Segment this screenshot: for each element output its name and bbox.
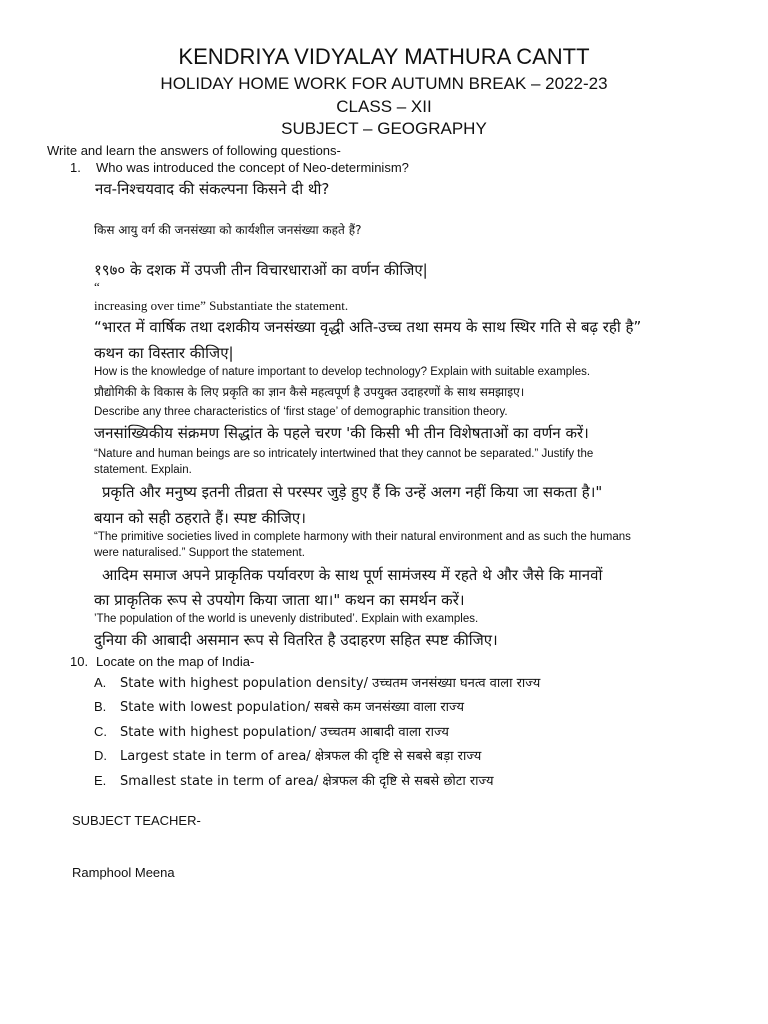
map-item-b — [94, 699, 464, 716]
question-4-en: increasing over time” Substantiate the statement. — [94, 298, 349, 313]
question-3-hi: १९७० के दशक में उपजी तीन विचारधाराओं का वर्णन कीजिए| — [94, 261, 428, 279]
map-item-a — [94, 675, 540, 692]
question-7-en-line1: “Nature and human beings are so intricately intertwined that they cannot be separated.” Justify the — [94, 448, 594, 460]
teacher-name: Ramphool Meena — [72, 865, 175, 880]
map-item-letter: C. — [94, 724, 107, 739]
map-item-c — [94, 724, 449, 741]
question-4-hi-line2: कथन का विस्तार कीजिए| — [94, 344, 234, 362]
school-title: KENDRIYA VIDYALAY MATHURA CANTT — [178, 44, 590, 69]
intro-text: Write and learn the answers of following questions- — [47, 143, 341, 158]
homework-title: HOLIDAY HOME WORK FOR AUTUMN BREAK – 2022-23 — [160, 74, 608, 93]
question-9-hi: दुनिया की आबादी असमान रूप से वितरित है उदाहरण सहित स्पष्ट कीजिए। — [94, 631, 498, 649]
question-5-en: How is the knowledge of nature important to develop technology? Explain with suitable examples. — [94, 366, 591, 378]
question-10-en — [70, 654, 254, 670]
map-item-text: State with highest population density/ उच्चतम जनसंख्या घनत्व वाला राज्य — [120, 676, 541, 691]
question-7-hi-line1: प्रकृति और मनुष्य इतनी तीव्रता से परस्पर जुड़े हुए हैं कि उन्हें अलग नहीं किया जा सकता है।" — [102, 483, 603, 501]
question-8-hi-line2: का प्राकृतिक रूप से उपयोग किया जाता था।" कथन का समर्थन करें। — [94, 591, 465, 609]
map-item-letter: D. — [94, 748, 107, 763]
question-text: Who was introduced the concept of Neo-determinism? — [96, 160, 409, 175]
subject-title: SUBJECT – GEOGRAPHY — [281, 119, 487, 138]
map-item-letter: E. — [94, 773, 107, 788]
question-6-en: Describe any three characteristics of ‘first stage’ of demographic transition theory. — [94, 406, 508, 418]
question-9-en: ’The population of the world is unevenly distributed’. Explain with examples. — [94, 613, 479, 625]
map-item-text: Smallest state in term of area/ क्षेत्रफल की दृष्टि से सबसे छोटा राज्य — [120, 774, 494, 789]
question-8-en-line2: were naturalised.” Support the statement. — [94, 547, 305, 559]
map-item-text: Largest state in term of area/ क्षेत्रफल की दृष्टि से सबसे बड़ा राज्य — [120, 749, 482, 764]
question-7-hi-line2: बयान को सही ठहराते हैं। स्पष्ट कीजिए। — [94, 509, 306, 527]
question-number: 1. — [70, 160, 81, 175]
map-item-d — [94, 748, 481, 765]
question-number: 10. — [70, 654, 89, 669]
map-item-letter: B. — [94, 699, 107, 714]
question-4-quote: “ — [94, 279, 100, 294]
class-title: CLASS – XII — [336, 97, 432, 116]
question-1-en — [70, 160, 409, 176]
question-6-hi: जनसांख्यिकीय संक्रमण सिद्धांत के पहले चरण 'की किसी भी तीन विशेषताओं का वर्णन करें। — [94, 424, 589, 442]
question-1-hi: नव-निश्चयवाद की संकल्पना किसने दी थी? — [95, 180, 330, 198]
question-4-hi-line1: “भारत में वार्षिक तथा दशकीय जनसंख्या वृद्धी अति-उच्च तथा समय के साथ स्थिर गति से बढ़ रही है” — [94, 318, 642, 336]
question-8-hi-line1: आदिम समाज अपने प्राकृतिक पर्यावरण के साथ पूर्ण सामंजस्य में रहते थे और जैसे कि मानवों — [102, 566, 603, 584]
question-text: Locate on the map of India- — [96, 654, 255, 669]
question-8-en-line1: “The primitive societies lived in complete harmony with their natural environment and as such the humans — [94, 531, 631, 543]
question-2-hi: किस आयु वर्ग की जनसंख्या को कार्यशील जनसंख्या कहते हैं? — [94, 223, 362, 237]
question-7-en-line2: statement. Explain. — [94, 464, 192, 476]
map-item-text: State with highest population/ उच्चतम आबादी वाला राज्य — [120, 725, 449, 740]
teacher-label: SUBJECT TEACHER- — [72, 813, 201, 828]
map-item-letter: A. — [94, 675, 107, 690]
question-5-hi: प्रौद्योगिकी के विकास के लिए प्रकृति का ज्ञान कैसे महत्वपूर्ण है उपयुक्त उदाहरणों के साथ समझाइए। — [94, 385, 525, 399]
map-item-e — [94, 773, 494, 790]
map-item-text: State with lowest population/ सबसे कम जनसंख्या वाला राज्य — [120, 700, 465, 715]
